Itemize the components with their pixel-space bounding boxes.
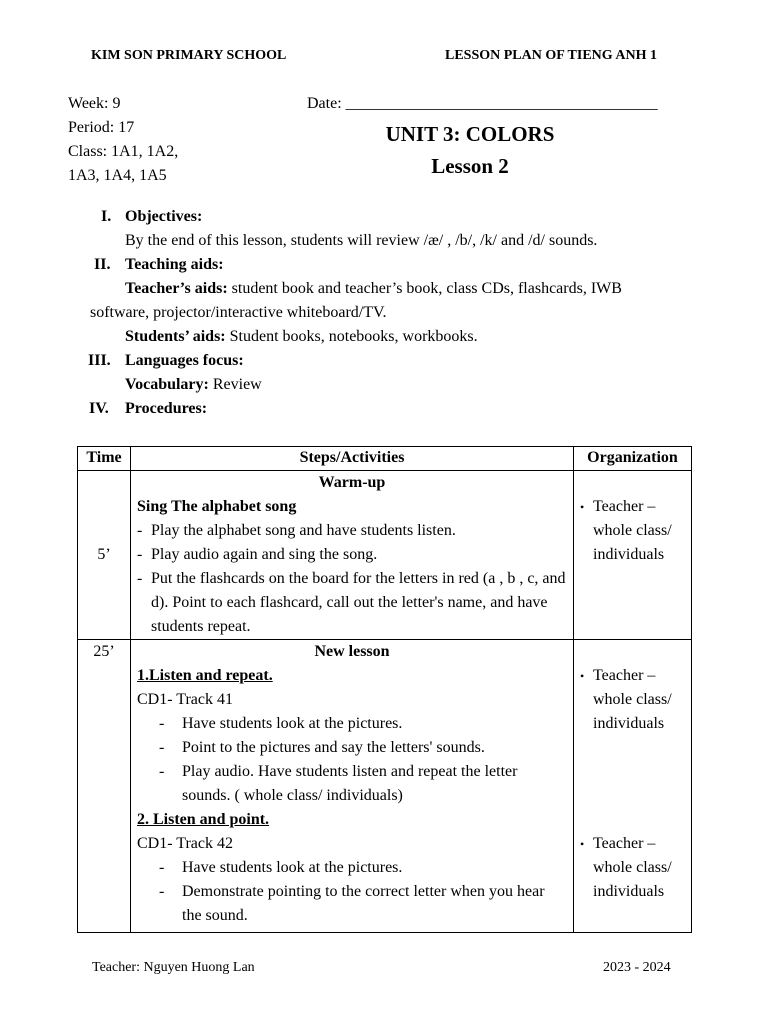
dash-mark: - <box>159 739 165 756</box>
unit-title: UNIT 3: COLORS <box>385 122 555 146</box>
vocab-text: Review <box>208 376 262 393</box>
list-item-text: Have students look at the pictures. <box>182 715 403 732</box>
new-lesson-organization <box>574 640 692 933</box>
table-row-warmup <box>78 471 692 640</box>
aids-num: II. <box>94 256 111 273</box>
teacher-aids-text: student book and teacher’s book, class CDs, flashcards, IWB <box>227 280 622 297</box>
teacher-aids-text-2: software, projector/interactive whiteboard/TV. <box>90 304 387 321</box>
header-steps: Steps/Activities <box>131 447 574 471</box>
part1-track: CD1- Track 41 <box>137 691 234 708</box>
dash-mark: - <box>137 546 143 563</box>
lesson-plan-title: LESSON PLAN OF TIENG ANH 1 <box>445 48 657 63</box>
dash-mark: - <box>159 763 165 780</box>
warmup-heading: Warm-up <box>318 474 386 491</box>
warmup-steps <box>131 471 574 640</box>
student-aids-label: Students’ aids: <box>125 328 226 345</box>
new-lesson-time: 25’ <box>78 640 131 933</box>
header-organization: Organization <box>574 447 692 471</box>
bullet-mark: • <box>580 837 585 851</box>
dash-mark: - <box>159 859 165 876</box>
org-text: Teacher – whole class/ individuals <box>593 667 672 732</box>
vocabulary <box>0 373 768 397</box>
objectives-text: By the end of this lesson, students will review /æ/ , /b/, /k/ and /d/ sounds. <box>125 232 598 249</box>
period: Period: 17 <box>68 119 135 136</box>
dash-mark: - <box>137 522 143 539</box>
table-header-row <box>78 447 692 471</box>
list-item-text: Have students look at the pictures. <box>182 859 403 876</box>
teacher-aids-label: Teacher’s aids: <box>125 280 228 297</box>
list-item <box>137 880 567 928</box>
dash-mark: - <box>159 715 165 732</box>
vocab-label: Vocabulary: <box>125 376 209 393</box>
part2-title: 2. Listen and point. <box>137 811 270 828</box>
org-text: Teacher – whole class/ individuals <box>593 835 672 900</box>
list-item-text: Play audio. Have students listen and repeat the letter sounds. ( whole class/ individuals) <box>182 763 518 804</box>
list-item <box>137 856 567 880</box>
list-item <box>137 519 567 543</box>
proc-num: IV. <box>89 400 109 417</box>
list-item <box>137 543 567 567</box>
header-time: Time <box>78 447 131 471</box>
list-item <box>137 567 567 639</box>
table-row-new-lesson <box>78 640 692 933</box>
aids-label: Teaching aids: <box>125 256 224 273</box>
list-item-text: Point to the pictures and say the letters' sounds. <box>182 739 485 756</box>
focus-label: Languages focus: <box>125 352 244 369</box>
part1-title: 1.Listen and repeat. <box>137 667 273 684</box>
warmup-subheading: Sing The alphabet song <box>137 498 297 515</box>
org-text: Teacher – whole class/ individuals <box>593 498 672 563</box>
procedures-heading <box>0 397 768 421</box>
new-lesson-heading: New lesson <box>314 643 390 660</box>
date-line <box>307 92 658 116</box>
proc-label: Procedures: <box>125 400 208 417</box>
footer-teacher: Teacher: Nguyen Huong Lan <box>92 960 255 975</box>
school-name: KIM SON PRIMARY SCHOOL <box>91 48 287 63</box>
class-line-2: 1A3, 1A4, 1A5 <box>68 167 167 184</box>
list-item <box>137 712 567 736</box>
bullet-mark: • <box>580 669 585 683</box>
dash-mark: - <box>137 570 143 587</box>
dash-mark: - <box>159 883 165 900</box>
class-line-1: Class: 1A1, 1A2, <box>68 143 179 160</box>
bullet-mark: • <box>580 500 585 514</box>
student-aids <box>0 325 768 349</box>
lesson-title: Lesson 2 <box>431 154 509 178</box>
list-item-text: Demonstrate pointing to the correct letter when you hear the sound. <box>182 883 545 924</box>
warmup-time: 5’ <box>78 471 131 640</box>
teacher-aids <box>0 277 768 301</box>
part2-track: CD1- Track 42 <box>137 835 234 852</box>
list-item <box>137 736 567 760</box>
list-item-text: Play audio again and sing the song. <box>151 546 378 563</box>
sections <box>0 205 768 421</box>
focus-num: III. <box>88 352 111 369</box>
meta-block <box>68 92 178 188</box>
list-item-text: Put the flashcards on the board for the letters in red (a , b , c, and d). Point to each flashcard, call out the letter's name, and have students repeat. <box>151 570 566 635</box>
list-item <box>137 760 567 808</box>
footer-year: 2023 - 2024 <box>603 960 671 975</box>
date-blank: _______________________________________ <box>345 95 658 112</box>
focus-heading <box>0 349 768 373</box>
week: Week: 9 <box>68 95 121 112</box>
org-bullet-item <box>580 832 687 904</box>
aids-heading <box>0 253 768 277</box>
org-bullet-item <box>580 664 687 736</box>
objectives-label: Objectives: <box>125 208 203 225</box>
objectives-num: I. <box>101 208 112 225</box>
date-label: Date: <box>307 95 346 112</box>
org-bullet-item <box>580 495 687 567</box>
warmup-organization <box>574 471 692 640</box>
procedures-table <box>77 446 692 933</box>
list-item-text: Play the alphabet song and have students listen. <box>151 522 456 539</box>
objectives-heading <box>0 205 768 229</box>
new-lesson-steps <box>131 640 574 933</box>
student-aids-text: Student books, notebooks, workbooks. <box>225 328 478 345</box>
